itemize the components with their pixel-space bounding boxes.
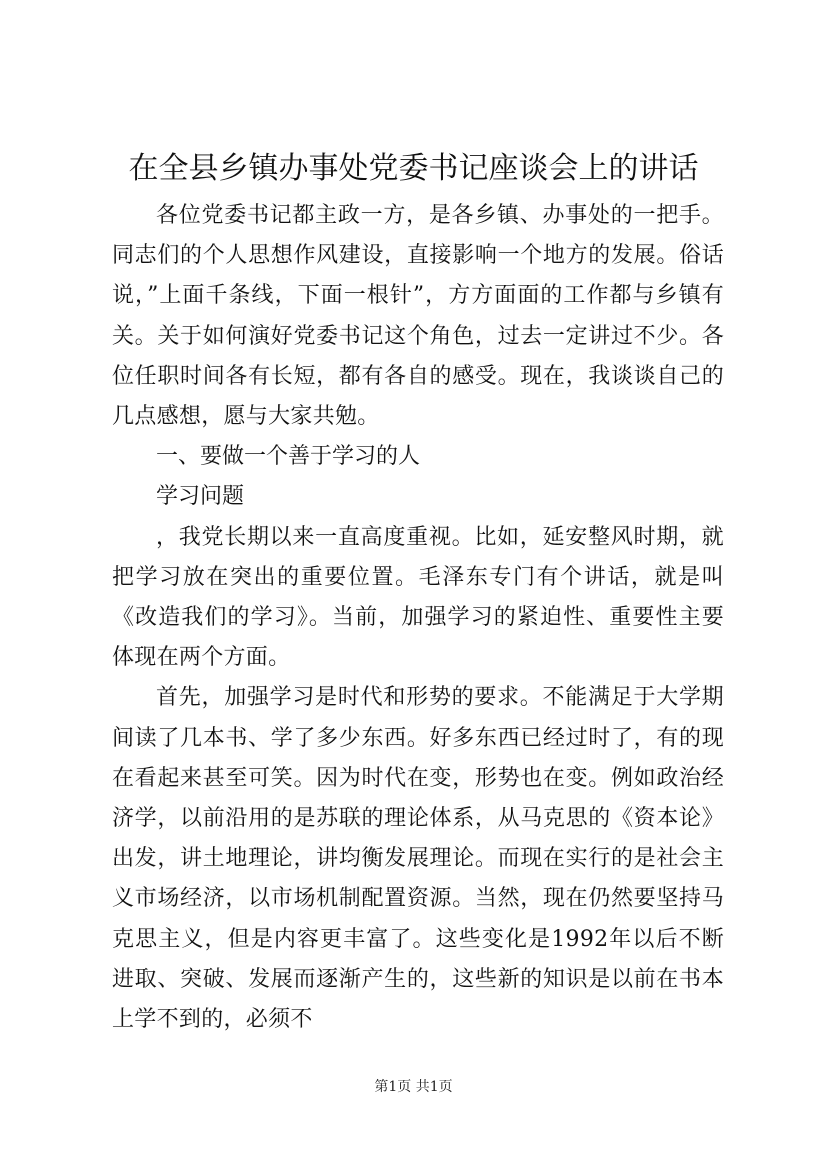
page-footer: 第1页 共1页 bbox=[374, 1079, 453, 1095]
subheading: 学习问题 bbox=[156, 484, 245, 510]
document-body bbox=[112, 196, 724, 1040]
paragraph-intro: 各位党委书记都主政一方，是各乡镇、办事处的一把手。同志们的个人思想作风建设，直接影响一个地方的发展。俗话说，”上面千条线，下面一根针”，方方面面的工作都与乡镇有关。关于如何演好党委书记这个角色，过去一定讲过不少。各位任职时间各有长短，都有各自的感受。现在，我谈谈自己的几点感想，愿与大家共勉。 bbox=[112, 203, 724, 430]
section-heading: 一、要做一个善于学习的人 bbox=[156, 444, 421, 470]
document-title: 在全县乡镇办事处党委书记座谈会上的讲话 bbox=[128, 151, 699, 186]
paragraph-first: 首先，加强学习是时代和形势的要求。不能满足于大学期间读了几本书、学了多少东西。好多东西已经过时了，有的现在看起来甚至可笑。因为时代在变，形势也在变。例如政治经济学，以前沿用的是苏联的理论体系，从马克思的《资本论》出发，讲土地理论，讲均衡发展理论。而现在实行的是社会主义市场经济，以市场机制配置资源。当然，现在仍然要坚持马克思主义，但是内容更丰富了。这些变化是1992年以后不断进取、突破、发展而逐渐产生的，这些新的知识是以前在书本上学不到的，必须不 bbox=[112, 685, 724, 1033]
paragraph-study: ，我党长期以来一直高度重视。比如，延安整风时期，就把学习放在突出的重要位置。毛泽东专门有个讲话，就是叫《改造我们的学习》。当前，加强学习的紧迫性、重要性主要体现在两个方面。 bbox=[112, 524, 724, 671]
